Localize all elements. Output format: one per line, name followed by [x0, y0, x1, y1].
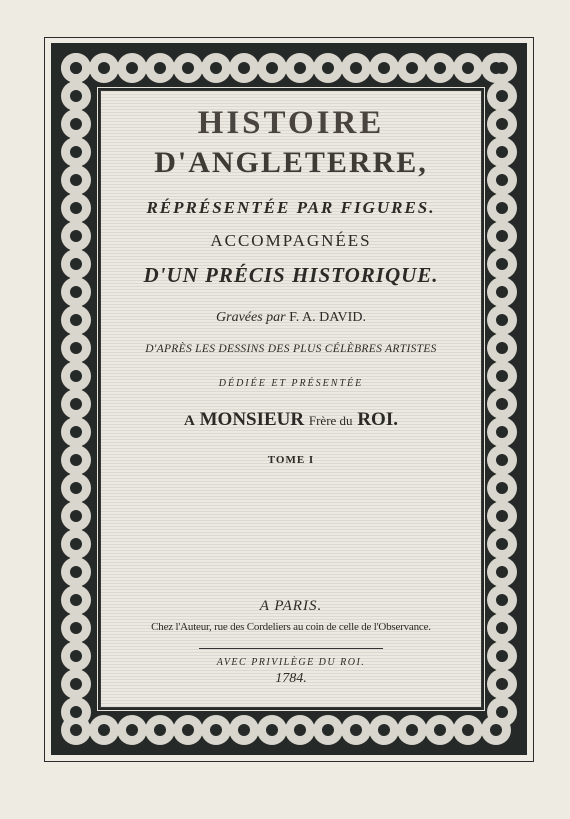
scallop-loop [462, 62, 474, 74]
scallop-loop [496, 342, 508, 354]
scallop-loop [70, 566, 82, 578]
scallop-loop [70, 706, 82, 718]
engraver-line [101, 310, 481, 326]
scallop-loop [98, 724, 110, 736]
imprint-place: A PARIS. [259, 598, 323, 614]
scallop-loop [266, 62, 278, 74]
scallop-loop [238, 62, 250, 74]
scallop-loop [496, 510, 508, 522]
scallop-loop [70, 398, 82, 410]
scallop-loop [70, 202, 82, 214]
scallop-loop [496, 286, 508, 298]
scallop-loop [496, 230, 508, 242]
dedication-line: DÉDIÉE ET PRÉSENTÉE [218, 378, 364, 389]
scallop-loop [70, 426, 82, 438]
engraver-name: F. A. DAVID. [289, 310, 366, 325]
scallop-loop [70, 594, 82, 606]
scallop-loop [406, 724, 418, 736]
after-drawings-line: D'APRÈS LES DESSINS DES PLUS CÉLÈBRES ARTISTES [145, 343, 437, 355]
scallop-loop [70, 724, 82, 736]
scallop-loop [490, 724, 502, 736]
scallop-loop [322, 62, 334, 74]
scallop-loop [496, 258, 508, 270]
scallop-loop [496, 482, 508, 494]
scallop-loop [406, 62, 418, 74]
scallop-loop [378, 62, 390, 74]
scallop-loop [126, 62, 138, 74]
scallop-loop [126, 724, 138, 736]
dedicatee-monsieur: MONSIEUR [199, 409, 305, 430]
scallop-loop [496, 62, 508, 74]
scallop-loop [154, 724, 166, 736]
scallop-loop [266, 724, 278, 736]
scallop-loop [70, 622, 82, 634]
scallop-loop [496, 370, 508, 382]
scallop-loop [496, 594, 508, 606]
scallop-loop [294, 62, 306, 74]
scallop-loop [496, 146, 508, 158]
dedicatee-roi: ROI. [357, 409, 398, 430]
scallop-loop [70, 62, 82, 74]
volume-label: TOME I [267, 454, 315, 466]
subtitle-figures: RÉPRÉSENTÉE PAR FIGURES. [146, 198, 436, 217]
scallop-loop [70, 146, 82, 158]
scallop-loop [496, 454, 508, 466]
scallop-loop [378, 724, 390, 736]
imprint-address: Chez l'Auteur, rue des Cordeliers au coin de celle de l'Observance. [151, 621, 431, 633]
scallop-loop [294, 724, 306, 736]
title-histoire: HISTOIRE [197, 105, 385, 141]
engraver-prefix: Gravées par [216, 310, 286, 325]
scallop-loop [496, 174, 508, 186]
title-panel [100, 90, 482, 708]
subtitle-precis: D'UN PRÉCIS HISTORIQUE. [143, 263, 439, 287]
scallop-loop [70, 118, 82, 130]
scallop-loop [462, 724, 474, 736]
scallop-loop [496, 314, 508, 326]
scallop-loop [322, 724, 334, 736]
scallop-loop [496, 538, 508, 550]
royal-privilege: AVEC PRIVILÈGE DU ROI. [216, 657, 366, 668]
scallop-loop [238, 724, 250, 736]
scallop-loop [496, 426, 508, 438]
scallop-loop [70, 510, 82, 522]
scallop-loop [70, 286, 82, 298]
scallop-loop [70, 538, 82, 550]
imprint-divider [199, 648, 383, 649]
scallop-loop [496, 90, 508, 102]
scallop-loop [496, 202, 508, 214]
dedicatee-a: A [184, 413, 195, 429]
scallop-loop [182, 724, 194, 736]
scallop-loop [70, 678, 82, 690]
scallop-loop [496, 650, 508, 662]
scallop-loop [496, 566, 508, 578]
publication-year: 1784. [275, 671, 307, 686]
scallop-loop [210, 724, 222, 736]
scallop-loop [496, 398, 508, 410]
scallop-loop [98, 62, 110, 74]
scallop-loop [496, 678, 508, 690]
scallop-loop [434, 62, 446, 74]
scallop-loop [434, 724, 446, 736]
scallop-loop [70, 454, 82, 466]
subtitle-accompagnees: ACCOMPAGNÉES [210, 231, 372, 250]
scallop-loop [350, 724, 362, 736]
scallop-loop [210, 62, 222, 74]
scallop-loop [496, 622, 508, 634]
dedicatee-frere: Frère du [308, 413, 353, 428]
title-angleterre: D'ANGLETERRE, [154, 146, 428, 179]
scallop-loop [70, 230, 82, 242]
scallop-loop [70, 482, 82, 494]
scallop-loop [70, 650, 82, 662]
scallop-loop [70, 342, 82, 354]
scallop-loop [154, 62, 166, 74]
scallop-loop [350, 62, 362, 74]
scallop-loop [70, 314, 82, 326]
scallop-loop [496, 118, 508, 130]
scallop-loop [182, 62, 194, 74]
dedicatee-line [101, 409, 481, 431]
scallop-loop [70, 174, 82, 186]
scallop-loop [70, 90, 82, 102]
scallop-loop [70, 258, 82, 270]
scallop-loop [70, 370, 82, 382]
scallop-loop [496, 706, 508, 718]
